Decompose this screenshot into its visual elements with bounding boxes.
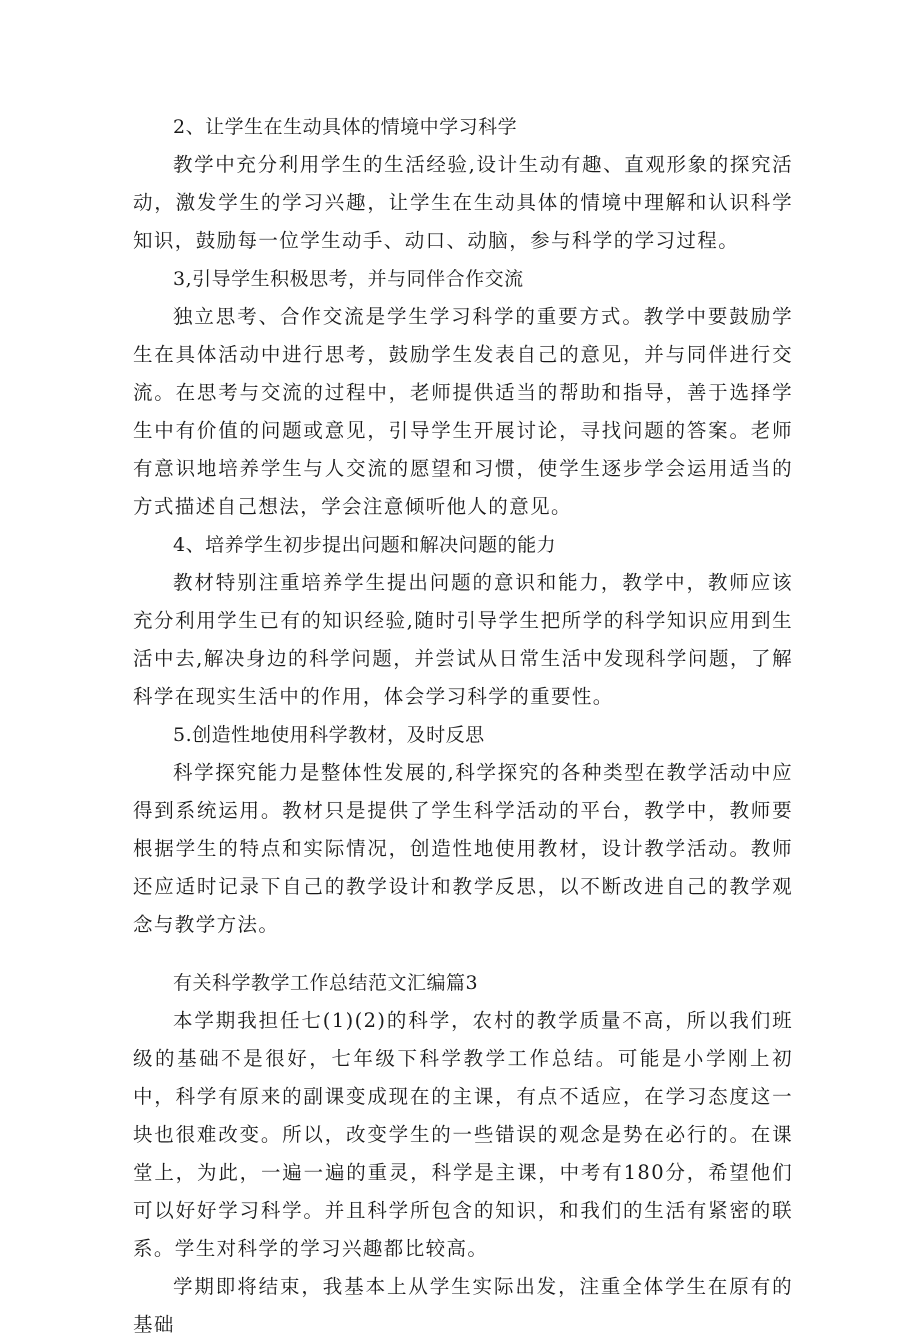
section-heading-5: 5.创造性地使用科学教材，及时反思	[173, 724, 485, 746]
article-title: 有关科学教学工作总结范文汇编篇3	[173, 972, 479, 994]
section-paragraph-2: 教学中充分利用学生的生活经验,设计生动有趣、直观形象的探究活动，激发学生的学习兴趣，让学生在生动具体的情境中理解和认识科学知识，鼓励每一位学生动手、动口、动脑，参与科学的学习过程。	[133, 153, 793, 252]
section-paragraph-5: 科学探究能力是整体性发展的,科学探究的各种类型在教学活动中应得到系统运用。教材只是提供了学生科学活动的平台，教学中，教师要根据学生的特点和实际情况，创造性地使用教材，设计教学活动。教师还应适时记录下自己的教学设计和教学反思，以不断改进自己的教学观念与教学方法。	[133, 761, 793, 936]
section-paragraph-4: 教材特别注重培养学生提出问题的意识和能力，教学中，教师应该充分利用学生已有的知识经验,随时引导学生把所学的科学知识应用到生活中去,解决身边的科学问题，并尝试从日常生活中发现科学问题，了解科学在现实生活中的作用，体会学习科学的重要性。	[133, 571, 793, 708]
section-gap	[133, 944, 793, 964]
article-paragraph-1: 本学期我担任七(1)(2)的科学，农村的教学质量不高，所以我们班级的基础不是很好，七年级下科学教学工作总结。可能是小学刚上初中，科学有原来的副课变成现在的主课，有点不适应，在学习态度这一块也很难改变。所以，改变学生的一些错误的观念是势在必行的。在课堂上，为此，一遍一遍的重灵，科学是主课，中考有180分，希望他们可以好好学习科学。并且科学所包含的知识，和我们的生活有紧密的联系。学生对科学的学习兴趣都比较高。	[133, 1009, 793, 1260]
document-body	[133, 108, 793, 1344]
section-paragraph-3: 独立思考、合作交流是学生学习科学的重要方式。教学中要鼓励学生在具体活动中进行思考，鼓励学生发表自己的意见，并与同伴进行交流。在思考与交流的过程中，老师提供适当的帮助和指导，善于选择学生中有价值的问题或意见，引导学生开展讨论，寻找问题的答案。老师有意识地培养学生与人交流的愿望和习惯，使学生逐步学会运用适当的方式描述自己想法，学会注意倾听他人的意见。	[133, 305, 793, 518]
section-heading-2: 2、让学生在生动具体的情境中学习科学	[173, 116, 518, 138]
section-heading-4: 4、培养学生初步提出问题和解决问题的能力	[173, 534, 557, 556]
article-paragraph-2: 学期即将结束，我基本上从学生实际出发，注重全体学生在原有的基础	[133, 1275, 793, 1336]
section-heading-3: 3,引导学生积极思考，并与同伴合作交流	[173, 268, 524, 290]
